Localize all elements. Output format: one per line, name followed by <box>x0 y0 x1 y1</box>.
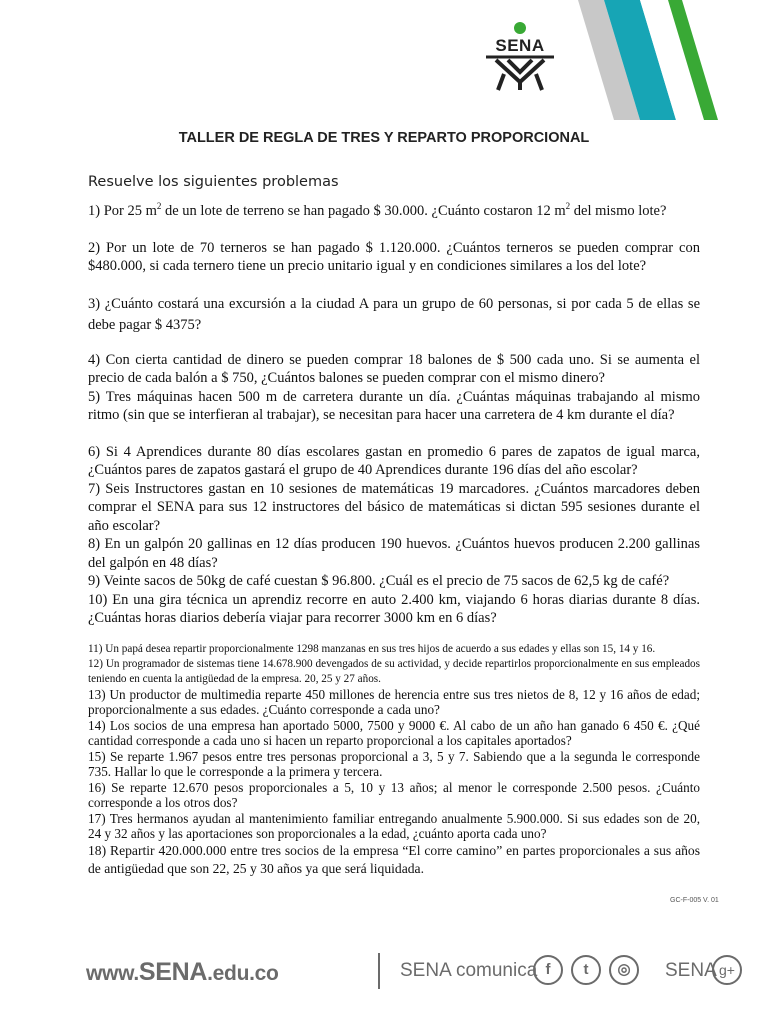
problem-12: 12) Un programador de sistemas tiene 14.678.900 devengados de su actividad, y decide repartirlos proporcionalmente en sus empleados teniendo en cuenta la antigüedad de la empresa. 20, 25 y 27 años. <box>88 657 700 685</box>
instructions: Resuelve los siguientes problemas <box>88 174 339 190</box>
problem-17: 17) Tres hermanos ayudan al mantenimiento familiar entregando anualmente 5.900.000. Si sus edades son de 20, 24 y 32 años y las aportaciones son proporcionales a la edad, ¿cuánto aporta cada uno? <box>88 810 700 841</box>
logo-text: SENA <box>495 36 545 55</box>
problem-8: 8) En un galpón 20 gallinas en 12 días producen 190 huevos. ¿Cuántos huevos producen 2.200 gallinas del galpón en 48 días? <box>88 536 700 571</box>
googleplus-icon[interactable]: g+ <box>712 955 742 985</box>
problem-13: 13) Un productor de multimedia reparte 450 millones de herencia entre sus tres nietos de 8, 12 y 16 años de edad; proporcionalmente a sus edades. ¿Cuánto corresponde a cada uno? <box>88 686 700 717</box>
instagram-icon[interactable]: ◎ <box>609 955 639 985</box>
sena-logo <box>482 20 558 92</box>
problem-11: 11) Un papá desea repartir proporcionalmente 1298 manzanas en sus tres hijos de acuerdo a sus edades y ellas son 15, 14 y 16. <box>88 642 656 655</box>
problem-16: 16) Se reparte 12.670 pesos proporcionales a 5, 10 y 13 años; al menor le corresponde 2.500 pesos. ¿Cuánto corresponde a los otros dos? <box>88 779 700 810</box>
sena-googleplus-label: SENA <box>665 960 717 981</box>
problem-6: 6) Si 4 Aprendices durante 80 días escolares gastan en promedio 6 pares de zapatos de igual marca, ¿Cuántos pares de zapatos gastará el grupo de 40 Aprendices durante 196 días del año escolar? <box>88 443 700 478</box>
page-title: TALLER DE REGLA DE TRES Y REPARTO PROPORCIONAL <box>178 130 590 146</box>
problem-14: 14) Los socios de una empresa han aportado 5000, 7500 y 9000 €. Al cabo de un año han ganado 6 450 €. ¿Qué cantidad corresponde a cada uno si hacen un reparto proporcional a los capitales aportados? <box>88 717 700 748</box>
problem-18: 18) Repartir 420.000.000 entre tres socios de la empresa “El corre camino” en partes proporcionales a sus años de antigüedad que son 22, 25 y 30 años ya que será liquidada. <box>88 842 700 876</box>
problem-15: 15) Se reparte 1.967 pesos entre tres personas proporcional a 3, 5 y 7. Sabiendo que a la segunda le corresponde 735. Hallar lo que le corresponde a la primera y tercera. <box>88 748 700 779</box>
sena-logo-graphic <box>482 20 558 92</box>
footer-divider <box>378 953 380 989</box>
problem-1: 1) Por 25 $m^2$ de un lote de terreno se han pagado $ 30.000. ¿Cuánto costaron 12 $m^2$ del mismo lote? <box>88 201 667 219</box>
document-code: GC-F-005 V. 01 <box>670 897 719 904</box>
sena-comunica-label: SENA comunica <box>400 960 538 981</box>
problem-4: 4) Con cierta cantidad de dinero se pueden comprar 18 balones de $ 500 cada uno. Si se aumenta el precio de cada balón a $ 750, ¿Cuántos balones se pueden comprar con el mismo dinero? <box>88 351 700 386</box>
website-link[interactable]: www.SENA.edu.co <box>86 958 279 986</box>
twitter-icon[interactable]: t <box>571 955 601 985</box>
problem-list <box>88 197 700 879</box>
problem-7: 7) Seis Instructores gastan en 10 sesiones de matemáticas 19 marcadores. ¿Cuántos marcadores deben comprar el SENA para sus 12 instructores del básico de matemáticas si dictan 595 sesiones durante el año escolar? <box>88 480 700 534</box>
facebook-icon[interactable]: f <box>533 955 563 985</box>
problem-9: 9) Veinte sacos de 50kg de café cuestan $ 96.800. ¿Cuál es el precio de 75 sacos de 62,5 kg de café? <box>88 573 670 589</box>
problem-2: 2) Por un lote de 70 terneros se han pagado $ 1.120.000. ¿Cuántos terneros se pueden comprar con $480.000, si cada ternero tiene un precio unitario igual y en condiciones similares a los del lote? <box>88 239 700 274</box>
problem-5: 5) Tres máquinas hacen 500 m de carretera durante un día. ¿Cuántas máquinas trabajando al mismo ritmo (sin que se interfieran al trabajar), se necesitan para hacer una carretera de 4 km durante el día? <box>88 388 700 423</box>
problem-3: 3) ¿Cuánto costará una excursión a la ciudad A para un grupo de 60 personas, si por cada 5 de ellas se debe pagar $ 4375? <box>88 295 700 333</box>
header-stripes <box>0 0 768 120</box>
problem-10: 10) En una gira técnica un aprendiz recorre en auto 2.400 km, viajando 6 horas diarias durante 8 días. ¿Cuántas horas diarios debería viajar para recorrer 3000 km en 6 días? <box>88 591 700 626</box>
